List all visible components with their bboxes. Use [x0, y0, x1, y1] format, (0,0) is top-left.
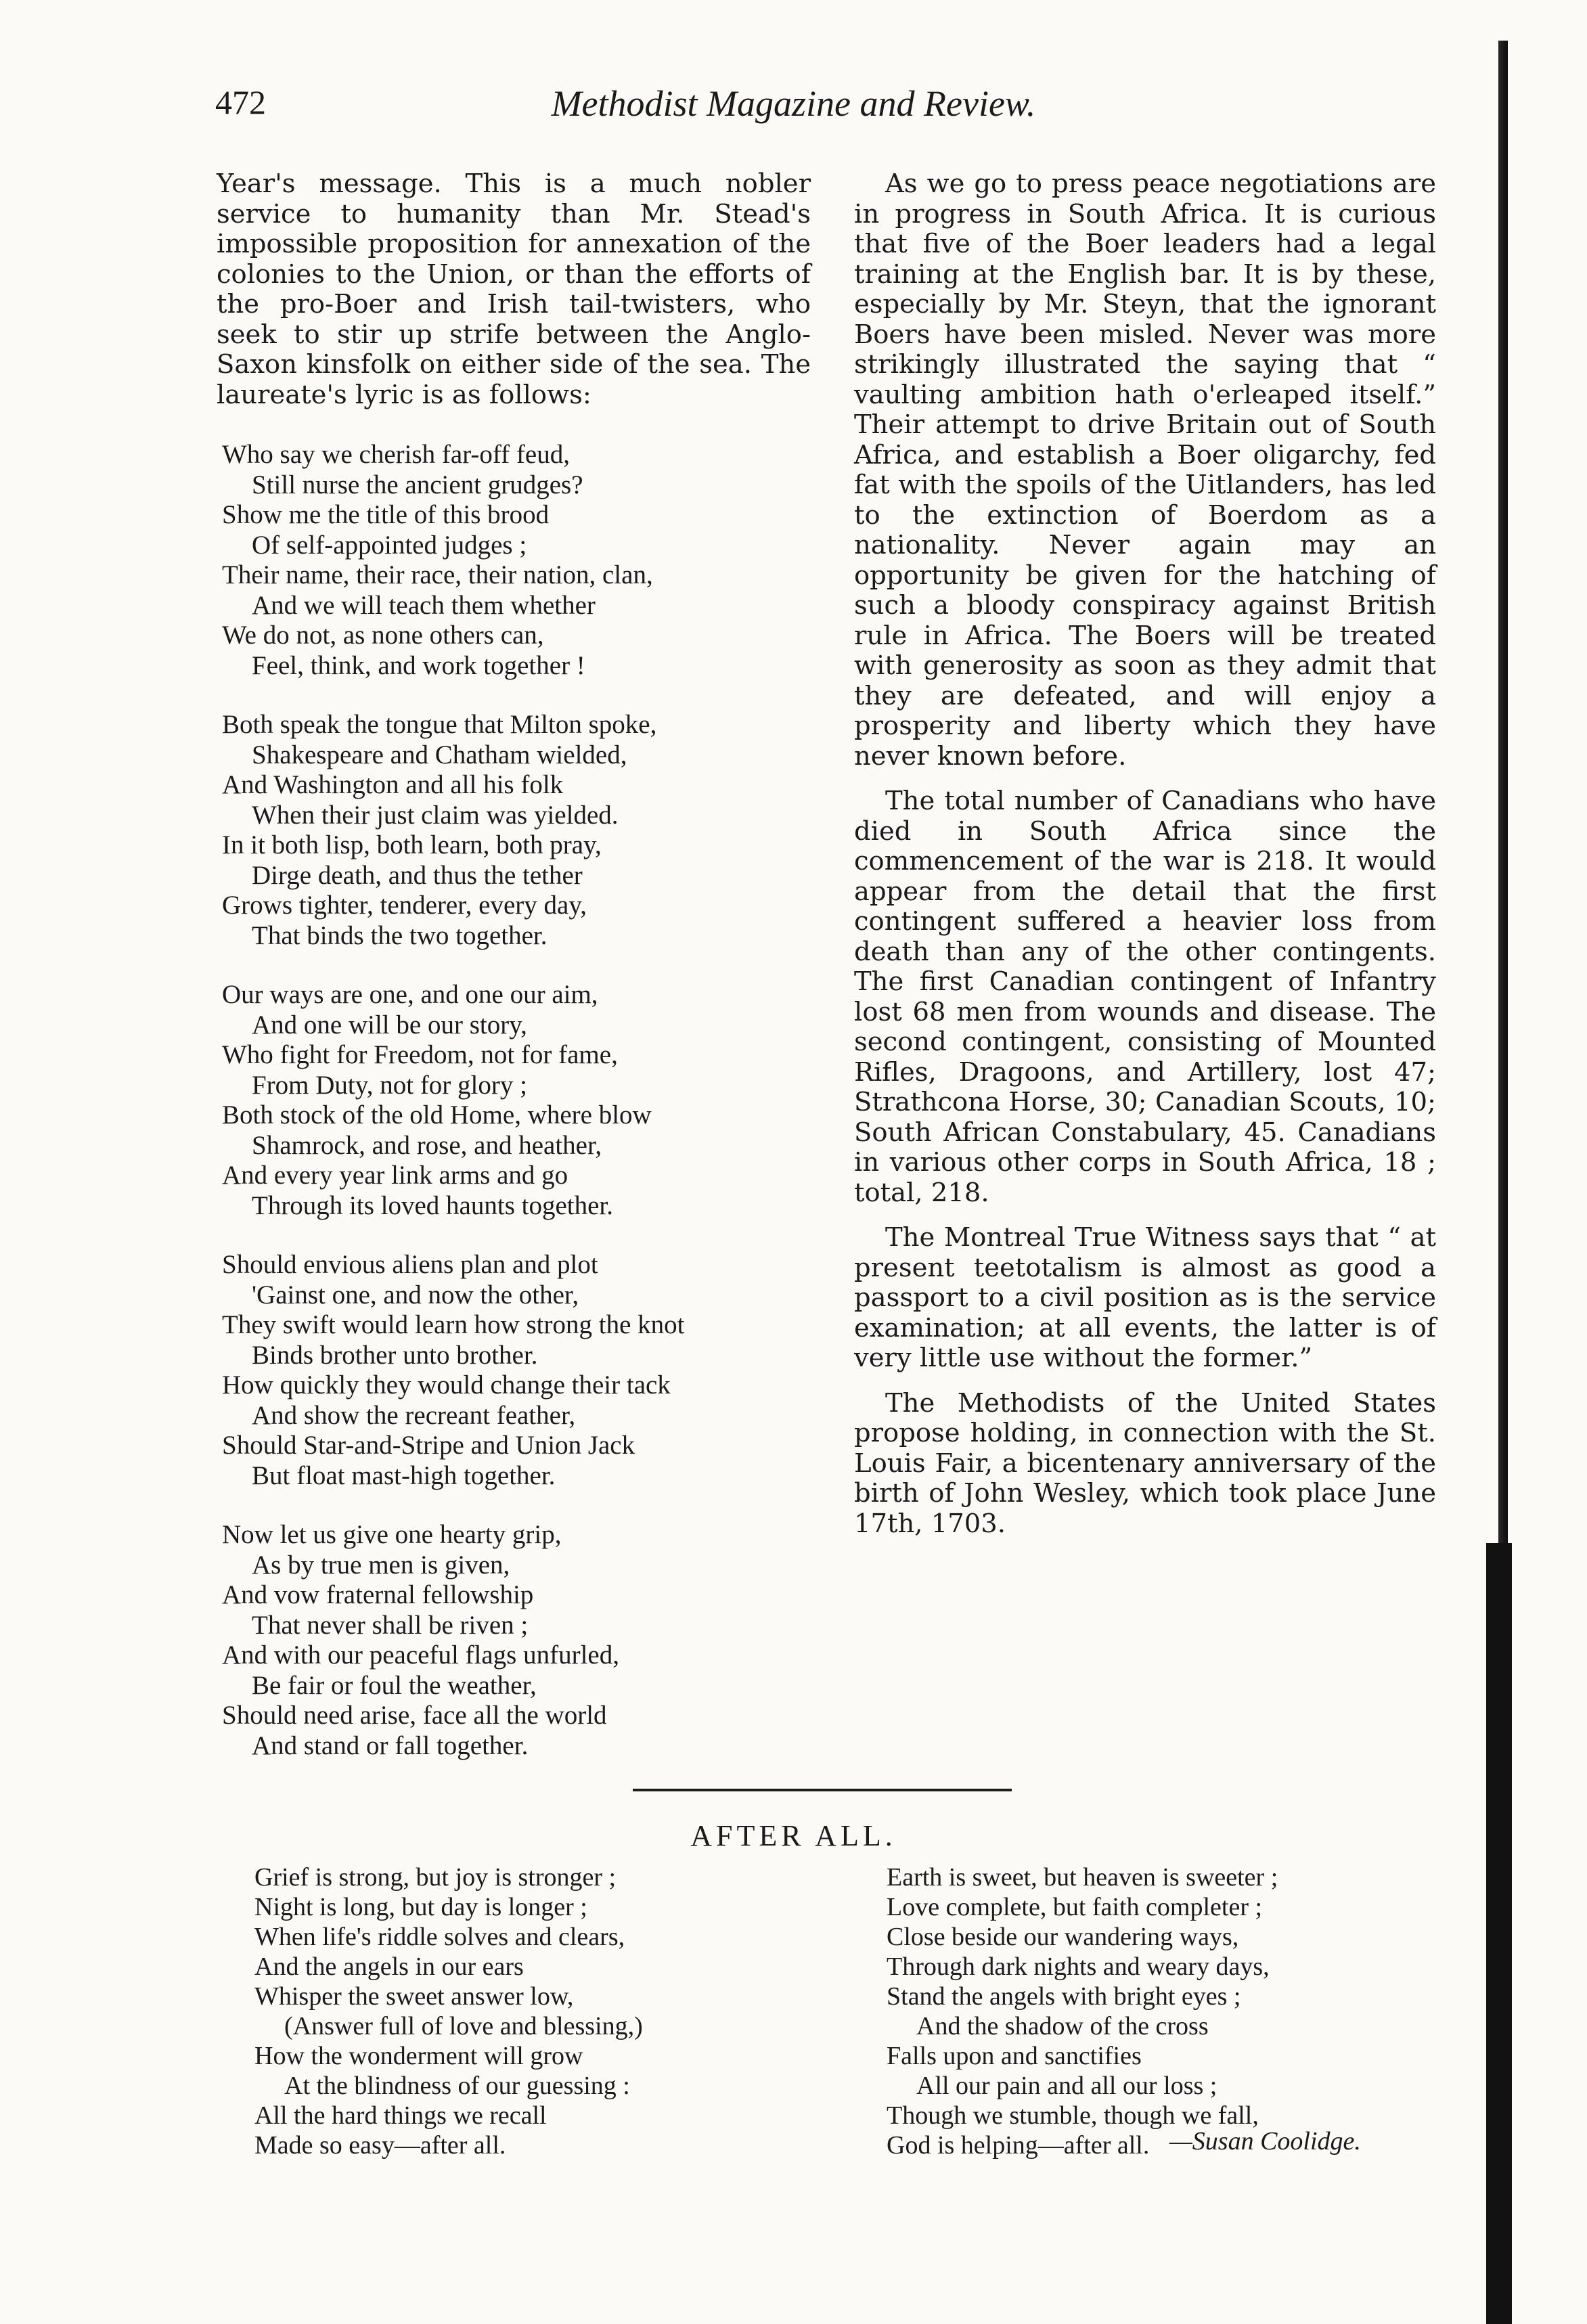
- poem-line: Both stock of the old Home, where blow: [222, 1100, 652, 1130]
- poem-line: And one will be our story,: [252, 1010, 527, 1040]
- poem-line: Though we stumble, though we fall,: [887, 2101, 1259, 2130]
- poem-line: Binds brother unto brother.: [252, 1340, 538, 1370]
- poem-line: But float mast-high together.: [252, 1460, 556, 1490]
- poem-line: Night is long, but day is longer ;: [254, 1893, 587, 1921]
- poem-line: Show me the title of this brood: [222, 500, 550, 529]
- poem-stanza: [222, 980, 811, 1221]
- running-title: Methodist Magazine and Review.: [551, 83, 1036, 124]
- poem-line: At the blindness of our guessing :: [284, 2072, 630, 2100]
- poem-line: Love complete, but faith completer ;: [887, 1893, 1263, 1921]
- poem-line: Be fair or foul the weather,: [252, 1670, 537, 1700]
- poem-line: All our pain and all our loss ;: [916, 2072, 1217, 2100]
- poem-line: We do not, as none others can,: [222, 621, 544, 650]
- poem-line: And the angels in our ears: [254, 1952, 524, 1981]
- after-all-title: AFTER ALL.: [690, 1819, 897, 1852]
- poem-line: God is helping—after all.: [887, 2131, 1150, 2160]
- poem-line: Now let us give one hearty grip,: [222, 1520, 562, 1549]
- poem-stanza: [222, 710, 811, 951]
- poem-line: Grows tighter, tenderer, every day,: [222, 891, 587, 920]
- poem-line: And every year link arms and go: [222, 1161, 568, 1190]
- poem-line: Should envious aliens plan and plot: [222, 1250, 598, 1279]
- poem-line: And Washington and all his folk: [222, 770, 564, 799]
- poem-line: How quickly they would change their tack: [222, 1370, 671, 1400]
- wesley-bicentenary-paragraph: The Methodists of the United States propose holding, in connection with the St. Louis Fair, a bicentenary anniversary of the birth of John Wesley, which took place June 17th, 1703.: [854, 1387, 1436, 1539]
- poem-line: (Answer full of love and blessing,): [284, 2012, 643, 2040]
- true-witness-paragraph: The Montreal True Witness says that “ at present teetotalism is almost as good a passport to a civil position as is the service examination; at all events, the latter is of very little use without the former.”: [854, 1222, 1436, 1373]
- poem-line: That never shall be riven ;: [252, 1610, 529, 1640]
- poem-line: Earth is sweet, but heaven is sweeter ;: [887, 1863, 1278, 1892]
- poem-line: Who say we cherish far-off feud,: [222, 440, 570, 469]
- poem-line: Close beside our wandering ways,: [887, 1923, 1239, 1951]
- poem-line: And we will teach them whether: [252, 590, 596, 620]
- poem-line: Falls upon and sanctifies: [887, 2042, 1142, 2070]
- intro-paragraph: Year's message. This is a much nobler service to humanity than Mr. Stead's impossible proposition for annexation of the colonies to the Union, or than the efforts of the pro-Boer and Irish tail-twisters, who seek to stir up strife between the Anglo-Saxon kinsfolk on either side of the sea. The laureate's lyric is as follows:: [217, 169, 811, 410]
- laureate-poem: [217, 440, 811, 1761]
- page-edge-shadow-lower: [1486, 1543, 1512, 2324]
- section-divider: [633, 1789, 1012, 1791]
- poem-line: And vow fraternal fellowship: [222, 1580, 534, 1609]
- poem-line: Dirge death, and thus the tether: [252, 860, 583, 890]
- poem-line: In it both lisp, both learn, both pray,: [222, 830, 602, 859]
- poem-line: Made so easy—after all.: [254, 2131, 506, 2160]
- poem-line: From Duty, not for glory ;: [252, 1070, 527, 1100]
- poem-stanza: [222, 440, 811, 681]
- peace-negotiations-paragraph: As we go to press peace negotiations are in progress in South Africa. It is curious that five of the Boer leaders had a legal training at the English bar. It is by these, especially by Mr. Steyn, that the ignorant Boers have been misled. Never was more strikingly illustrated the saying that “ vaulting ambition hath o'erleaped itself.” Their attempt to drive Britain out of South Africa, and establish a Boer oligarchy, fed fat with the spoils of the Uitlanders, has led to the extinction of Boerdom as a nationality. Never again may an opportunity be given for the hatching of such a bloody conspiracy against British rule in Africa. The Boers will be treated with generosity as soon as they admit that they are defeated, and will enjoy a prosperity and liberty which they have never known before.: [854, 169, 1436, 772]
- poem-line: Still nurse the ancient grudges?: [252, 470, 583, 499]
- poem-line: And the shadow of the cross: [916, 2012, 1209, 2040]
- poem-line: Should need arise, face all the world: [222, 1701, 607, 1730]
- poem-line: How the wonderment will grow: [254, 2042, 583, 2070]
- poem-line: Both speak the tongue that Milton spoke,: [222, 710, 657, 739]
- poem-line: They swift would learn how strong the knot: [222, 1310, 685, 1339]
- after-all-left-stanza: [254, 1862, 643, 2160]
- poem-stanza: [222, 1250, 811, 1491]
- poem-line: Grief is strong, but joy is stronger ;: [254, 1863, 617, 1892]
- poem-line: All the hard things we recall: [254, 2101, 547, 2130]
- poem-line: Through its loved haunts together.: [252, 1190, 614, 1220]
- poem-line: 'Gainst one, and now the other,: [252, 1280, 579, 1310]
- poem-line: That binds the two together.: [252, 920, 547, 950]
- after-all-right-stanza: [887, 1862, 1278, 2160]
- poem-line: Shakespeare and Chatham wielded,: [252, 740, 627, 769]
- left-column: [217, 169, 811, 1790]
- poem-line: Feel, think, and work together !: [252, 650, 585, 680]
- poem-line: Our ways are one, and one our aim,: [222, 980, 598, 1009]
- poem-line: And stand or fall together.: [252, 1730, 529, 1760]
- poem-attribution: —Susan Coolidge.: [1169, 2127, 1361, 2155]
- poem-line: When their just claim was yielded.: [252, 800, 619, 830]
- poem-line: Of self-appointed judges ;: [252, 530, 527, 560]
- poem-line: As by true men is given,: [252, 1550, 510, 1580]
- poem-line: Shamrock, and rose, and heather,: [252, 1130, 602, 1160]
- right-column: [854, 169, 1436, 1539]
- page-number: 472: [215, 83, 266, 121]
- poem-line: Through dark nights and weary days,: [887, 1952, 1270, 1981]
- poem-stanza: [222, 1520, 811, 1761]
- poem-line: And with our peaceful flags unfurled,: [222, 1640, 619, 1670]
- canadian-casualties-paragraph: The total number of Canadians who have died in South Africa since the commencement of the war is 218. It would appear from the detail that the first contingent suffered a heavier loss from death than any of the other contingents. The first Canadian contingent of Infantry lost 68 men from wounds and disease. The second contingent, consisting of Mounted Rifles, Dragoons, and Artillery, lost 47; Strathcona Horse, 30; Canadian Scouts, 10; South African Constabulary, 45. Canadians in various other corps in South Africa, 18 ; total, 218.: [854, 786, 1436, 1208]
- poem-line: Who fight for Freedom, not for fame,: [222, 1040, 618, 1069]
- poem-line: Whisper the sweet answer low,: [254, 1982, 574, 2011]
- poem-line: Stand the angels with bright eyes ;: [887, 1982, 1241, 2011]
- poem-line: And show the recreant feather,: [252, 1400, 576, 1430]
- poem-line: Their name, their race, their nation, clan,: [222, 560, 653, 589]
- poem-line: Should Star-and-Stripe and Union Jack: [222, 1431, 635, 1460]
- poem-line: When life's riddle solves and clears,: [254, 1923, 625, 1951]
